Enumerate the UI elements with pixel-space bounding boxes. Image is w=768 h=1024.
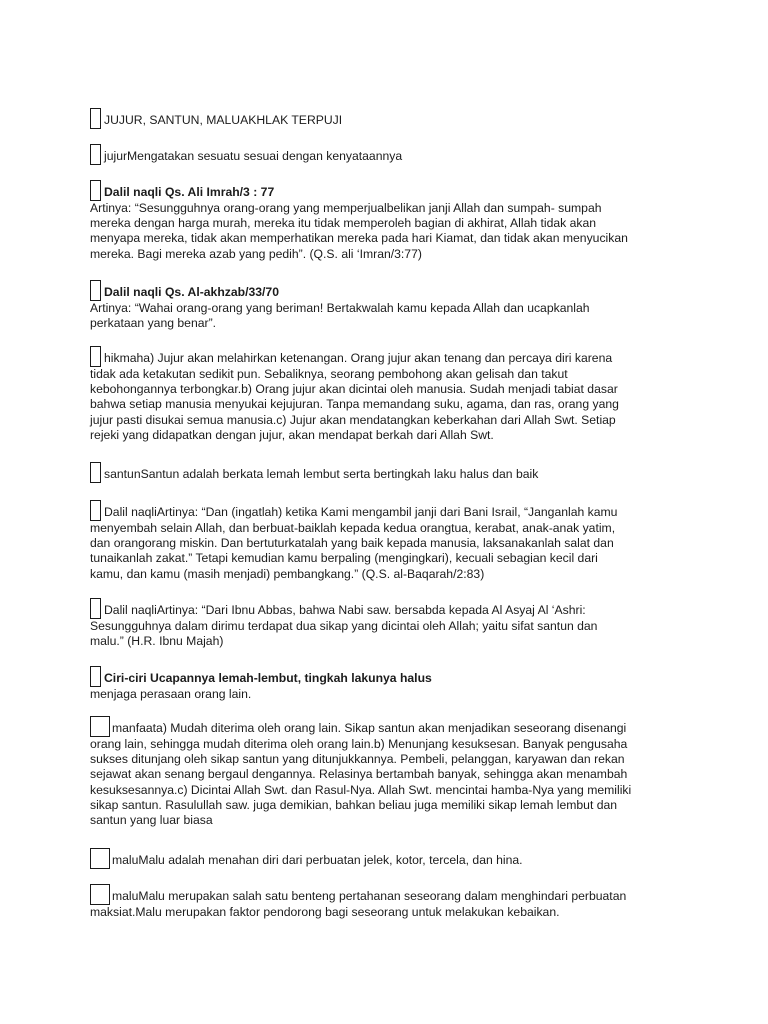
paragraph-line: rejeki yang didapatkan dengan jujur, akan mendapat berkah dari Allah Swt. — [90, 427, 494, 442]
section-heading: Dalil naqli Qs. Al-akhzab/33/70 — [104, 285, 279, 299]
paragraph-line: menyembah selain Allah, dan berbuat-baiklah kepada kedua orangtua, kerabat, anak-anak yatim, — [90, 521, 616, 535]
section-hikmah — [90, 346, 680, 443]
section-dalil-hadith — [90, 598, 680, 649]
paragraph-line: santun yang luar biasa — [90, 813, 213, 828]
paragraph-line: menjaga perasaan orang lain. — [90, 687, 252, 701]
paragraph-line: jujur pasti disukai semua manusia.c) Jujur akan mendatangkan keberkahan dari Allah Swt. Setiap — [90, 412, 616, 427]
checkbox-glyph — [90, 666, 101, 687]
paragraph-line: perkataan yang benar”. — [90, 316, 217, 331]
checkbox-glyph — [90, 346, 101, 367]
checkbox-glyph — [90, 598, 101, 619]
section-manfaat — [90, 716, 680, 828]
paragraph-line: sukses ditunjang oleh sikap santun yang ditunjukkannya. Pembeli, pelanggan, karyawan dan rekan — [90, 752, 625, 767]
paragraph-line: Sesungguhnya dalam dirimu terdapat dua sikap yang dicintai oleh Allah; yaitu sifat santun dan — [90, 619, 598, 633]
checkbox-glyph — [90, 280, 101, 301]
paragraph-line: maksiat.Malu merupakan faktor pendorong bagi seseorang untuk melakukan kebaikan. — [90, 905, 560, 919]
paragraph-line: bahwa setiap manusia menyukai kejujuran. Tanpa memandang suku, agama, dan ras, orang yang — [90, 397, 619, 412]
section-jujur-definition — [90, 144, 680, 165]
checkbox-glyph — [90, 180, 101, 201]
section-dalil-ali-imran — [90, 180, 680, 262]
paragraph-line: tunaikanlah zakat.” Tetapi kemudian kamu berpaling (mengingkari), kecuali sebagian kecil dari — [90, 551, 598, 566]
paragraph-line: Dalil naqliArtinya: “Dari Ibnu Abbas, bahwa Nabi saw. bersabda kepada Al Asyaj Al ‘Ashri: — [104, 603, 586, 617]
checkbox-glyph — [90, 108, 101, 129]
checkbox-glyph — [90, 500, 101, 521]
checkbox-glyph — [90, 884, 110, 905]
paragraph-line: Dalil naqliArtinya: “Dan (ingatlah) ketika Kami mengambil janji dari Bani Israil, “Janganlah kamu — [104, 505, 618, 519]
checkbox-glyph — [90, 716, 110, 737]
paragraph-line: kebohongannya terbongkar.b) Orang jujur akan dicintai oleh manusia. Sudah menjadi tabiat dasar — [90, 382, 618, 397]
section-dalil-al-ahzab — [90, 280, 680, 331]
checkbox-glyph — [90, 144, 101, 165]
section-dalil-al-baqarah — [90, 500, 680, 582]
paragraph-line: hikmaha) Jujur akan melahirkan ketenangan. Orang jujur akan tenang dan percaya diri karena — [104, 351, 613, 365]
paragraph-line: malu.” (H.R. Ibnu Majah) — [90, 634, 224, 649]
paragraph-line: mereka. Bagi mereka azab yang pedih”. (Q.S. ali ‘Imran/3:77) — [90, 246, 422, 261]
section-heading: Ciri-ciri Ucapannya lemah-lembut, tingkah lakunya halus — [104, 671, 432, 685]
paragraph-line: tidak ada ketakutan sedikit pun. Sebaliknya, seorang pembohong akan gelisah dan takut — [90, 367, 568, 381]
paragraph-line: mereka dengan harga murah, mereka itu tidak memperoleh bagian di akhirat, Allah tidak akan — [90, 216, 597, 231]
section-heading: Dalil naqli Qs. Ali Imrah/3 : 77 — [104, 185, 275, 199]
paragraph-line: orang lain, sehingga mudah diterima oleh orang lain.b) Menunjang kesuksesan. Banyak pengusaha — [90, 737, 628, 751]
paragraph-line: maluMalu adalah menahan diri dari perbuatan jelek, kotor, tercela, dan hina. — [112, 853, 523, 867]
checkbox-glyph — [90, 462, 101, 483]
checkbox-glyph — [90, 848, 110, 869]
paragraph-line: Artinya: “Sesungguhnya orang-orang yang memperjualbelikan janji Allah dan sumpah- sumpah — [90, 201, 602, 215]
paragraph-line: santunSantun adalah berkata lemah lembut serta bertingkah laku halus dan baik — [104, 467, 539, 481]
paragraph-line: maluMalu merupakan salah satu benteng pertahanan seseorang dalam menghindari perbuatan — [112, 889, 627, 903]
paragraph-line: sejawat akan senang bergaul dengannya. Relasinya bertambah banyak, sehingga akan menambah — [90, 767, 628, 782]
paragraph-line: manfaata) Mudah diterima oleh orang lain. Sikap santun akan menjadikan seseorang disenangi — [112, 721, 627, 735]
section-malu-benteng — [90, 884, 680, 920]
paragraph-line: kesuksesannya.c) Dicintai Allah Swt. dan Rasul-Nya. Allah Swt. mencintai hamba-Nya yang memiliki — [90, 782, 632, 797]
section-ciri-ciri — [90, 666, 680, 702]
section-title — [90, 108, 680, 129]
paragraph-line: kamu, dan kamu (masih menjadi) pembangkang.” (Q.S. al-Baqarah/2:83) — [90, 566, 485, 581]
paragraph-line: jujurMengatakan sesuatu sesuai dengan kenyataannya — [104, 149, 403, 163]
paragraph-line: dan orangorang miskin. Dan bertuturkatalah yang baik kepada manusia, laksanakanlah salat dan — [90, 536, 614, 551]
paragraph-line: sikap santun. Rasulullah saw. juga demikian, bahkan beliau juga memiliki sikap lemah lembut dan — [90, 797, 618, 812]
section-santun-definition — [90, 462, 680, 483]
paragraph-line: Artinya: “Wahai orang-orang yang beriman! Bertakwalah kamu kepada Allah dan ucapkanlah — [90, 301, 590, 315]
section-malu-definition — [90, 848, 680, 869]
title-text: JUJUR, SANTUN, MALUAKHLAK TERPUJI — [104, 113, 343, 127]
paragraph-line: menyapa mereka, tidak akan memperhatikan mereka pada hari Kiamat, dan tidak akan menyucikan — [90, 231, 628, 246]
